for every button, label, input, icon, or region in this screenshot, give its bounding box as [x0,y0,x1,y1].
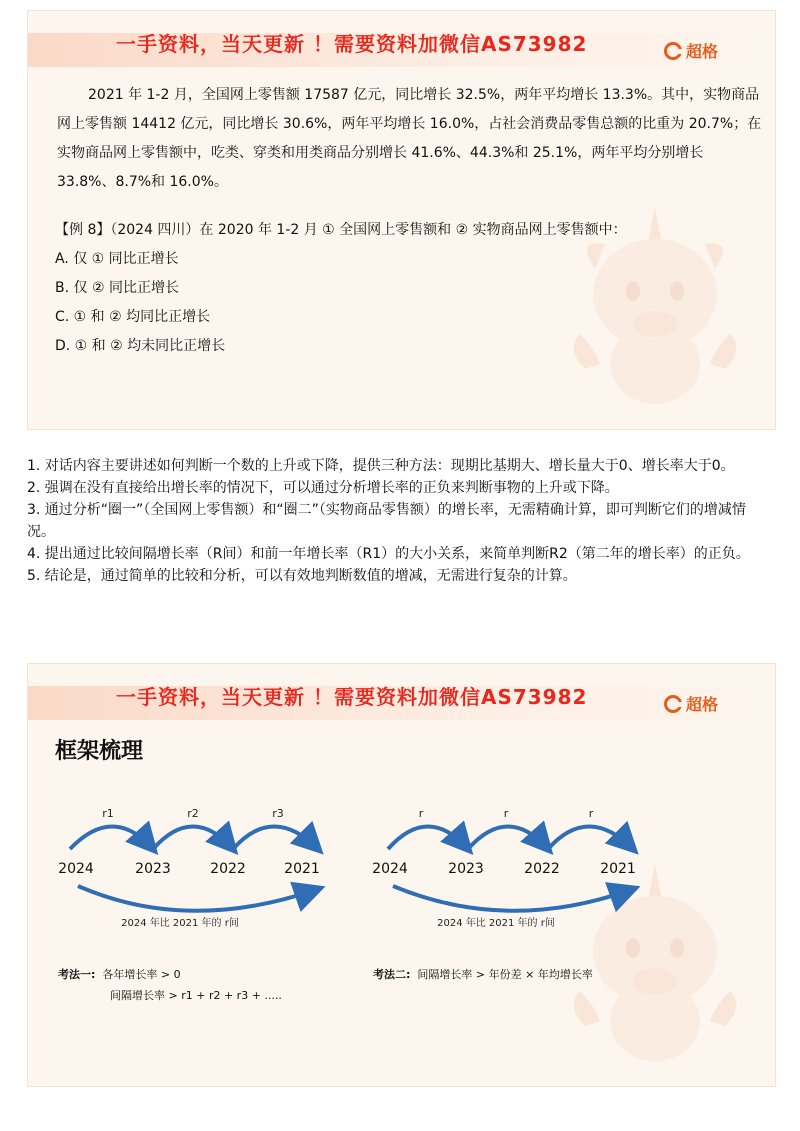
law-two [373,964,593,985]
rate-label: r1 [102,807,114,820]
rate-label: r [588,807,594,820]
law-one-line1: 各年增长率 > 0 [102,968,181,981]
question-stem: 【例 8】（2024 四川）在 2020 年 1-2 月 ① 全国网上零售额和 ② 实物商品网上零售额中： [55,222,627,238]
summary-notes [27,455,773,587]
brand-name: 超格 [686,42,719,61]
law-two-line1: 间隔增长率 > 年份差 × 年均增长率 [417,968,593,981]
rate-arrow [388,827,468,850]
timeline-diagrams [28,794,775,1087]
note-item: 1. 对话内容主要讲述如何判断一个数的上升或下降，提供三种方法：现期比基期大、增长量大于0、增长率大于0。 [27,458,735,474]
rate-arrow [548,827,633,850]
law-one-label: 考法一: [58,968,96,981]
law-two-label: 考法二: [373,968,411,981]
year-label: 2022 [210,861,246,877]
rate-arrow [468,827,548,850]
year-label: 2023 [448,861,484,877]
rate-arrow [233,827,318,850]
note-item: 3. 通过分析“圈一”（全国网上零售额）和“圈二”（实物商品零售额）的增长率，无需精确计算，即可判断它们的增减情况。 [27,502,746,540]
law-one [58,964,282,1006]
year-label: 2024 [372,861,408,877]
slide-1 [27,10,776,430]
note-item: 2. 强调在没有直接给出增长率的情况下，可以通过分析增长率的正负来判断事物的上升或下降。 [27,480,619,496]
paragraph-text: 2021 年 1-2 月，全国网上零售额 17587 亿元，同比增长 32.5%，两年平均增长 13.3%。其中，实物商品网上零售额 14412 亿元，同比增长 30.6%，两年平均增长 16.0%，占社会消费品零售总额的比重为 20.7%；在实物商品网上零售额中，吃类、穿类和用类商品分别增长 41.6%、44.3%和 25.1%，两年平均分别增长 33.8%、8.7%和 16.0%。 [57,87,762,190]
brand-icon [664,695,682,713]
year-label: 2022 [524,861,560,877]
brand-logo [664,39,718,62]
interval-caption: 2024 年比 2021 年的 r间 [121,918,239,929]
rate-arrow [70,827,153,850]
year-label: 2021 [284,861,320,877]
rate-arrow [153,827,233,850]
left-timeline [58,807,320,929]
section-title: 框架梳理 [55,739,144,764]
intro-paragraph [57,81,762,197]
interval-caption: 2024 年比 2021 年的 r间 [437,918,555,929]
rate-label: r [418,807,424,820]
interval-arrow [78,886,318,911]
year-label: 2021 [600,861,636,877]
rate-label: r2 [187,807,199,820]
rate-label: r3 [272,807,284,820]
right-timeline [372,807,636,929]
option-d: D. ① 和 ② 均未同比正增长 [55,338,226,354]
interval-arrow [393,886,633,911]
brand-icon [664,42,682,60]
option-c: C. ① 和 ② 均同比正增长 [55,309,211,325]
slide-2 [27,663,776,1087]
year-label: 2023 [135,861,171,877]
example-question [55,216,627,361]
year-label: 2024 [58,861,94,877]
note-item: 5. 结论是，通过简单的比较和分析，可以有效地判断数值的增减，无需进行复杂的计算。 [27,568,577,584]
brand-logo [664,692,718,715]
note-item: 4. 提出通过比较间隔增长率（R间）和前一年增长率（R1）的大小关系，来简单判断R2（第二年的增长率）的正负。 [27,546,750,562]
banner-text: 一手资料，当天更新 ！需要资料加微信AS73982 [116,685,588,709]
rate-label: r [503,807,509,820]
brand-name: 超格 [686,695,719,714]
banner-text: 一手资料，当天更新 ！需要资料加微信AS73982 [116,32,588,56]
option-a: A. 仅 ① 同比正增长 [55,251,179,267]
law-one-line2: 间隔增长率 > r1 + r2 + r3 + ..... [110,989,282,1002]
option-b: B. 仅 ② 同比正增长 [55,280,179,296]
